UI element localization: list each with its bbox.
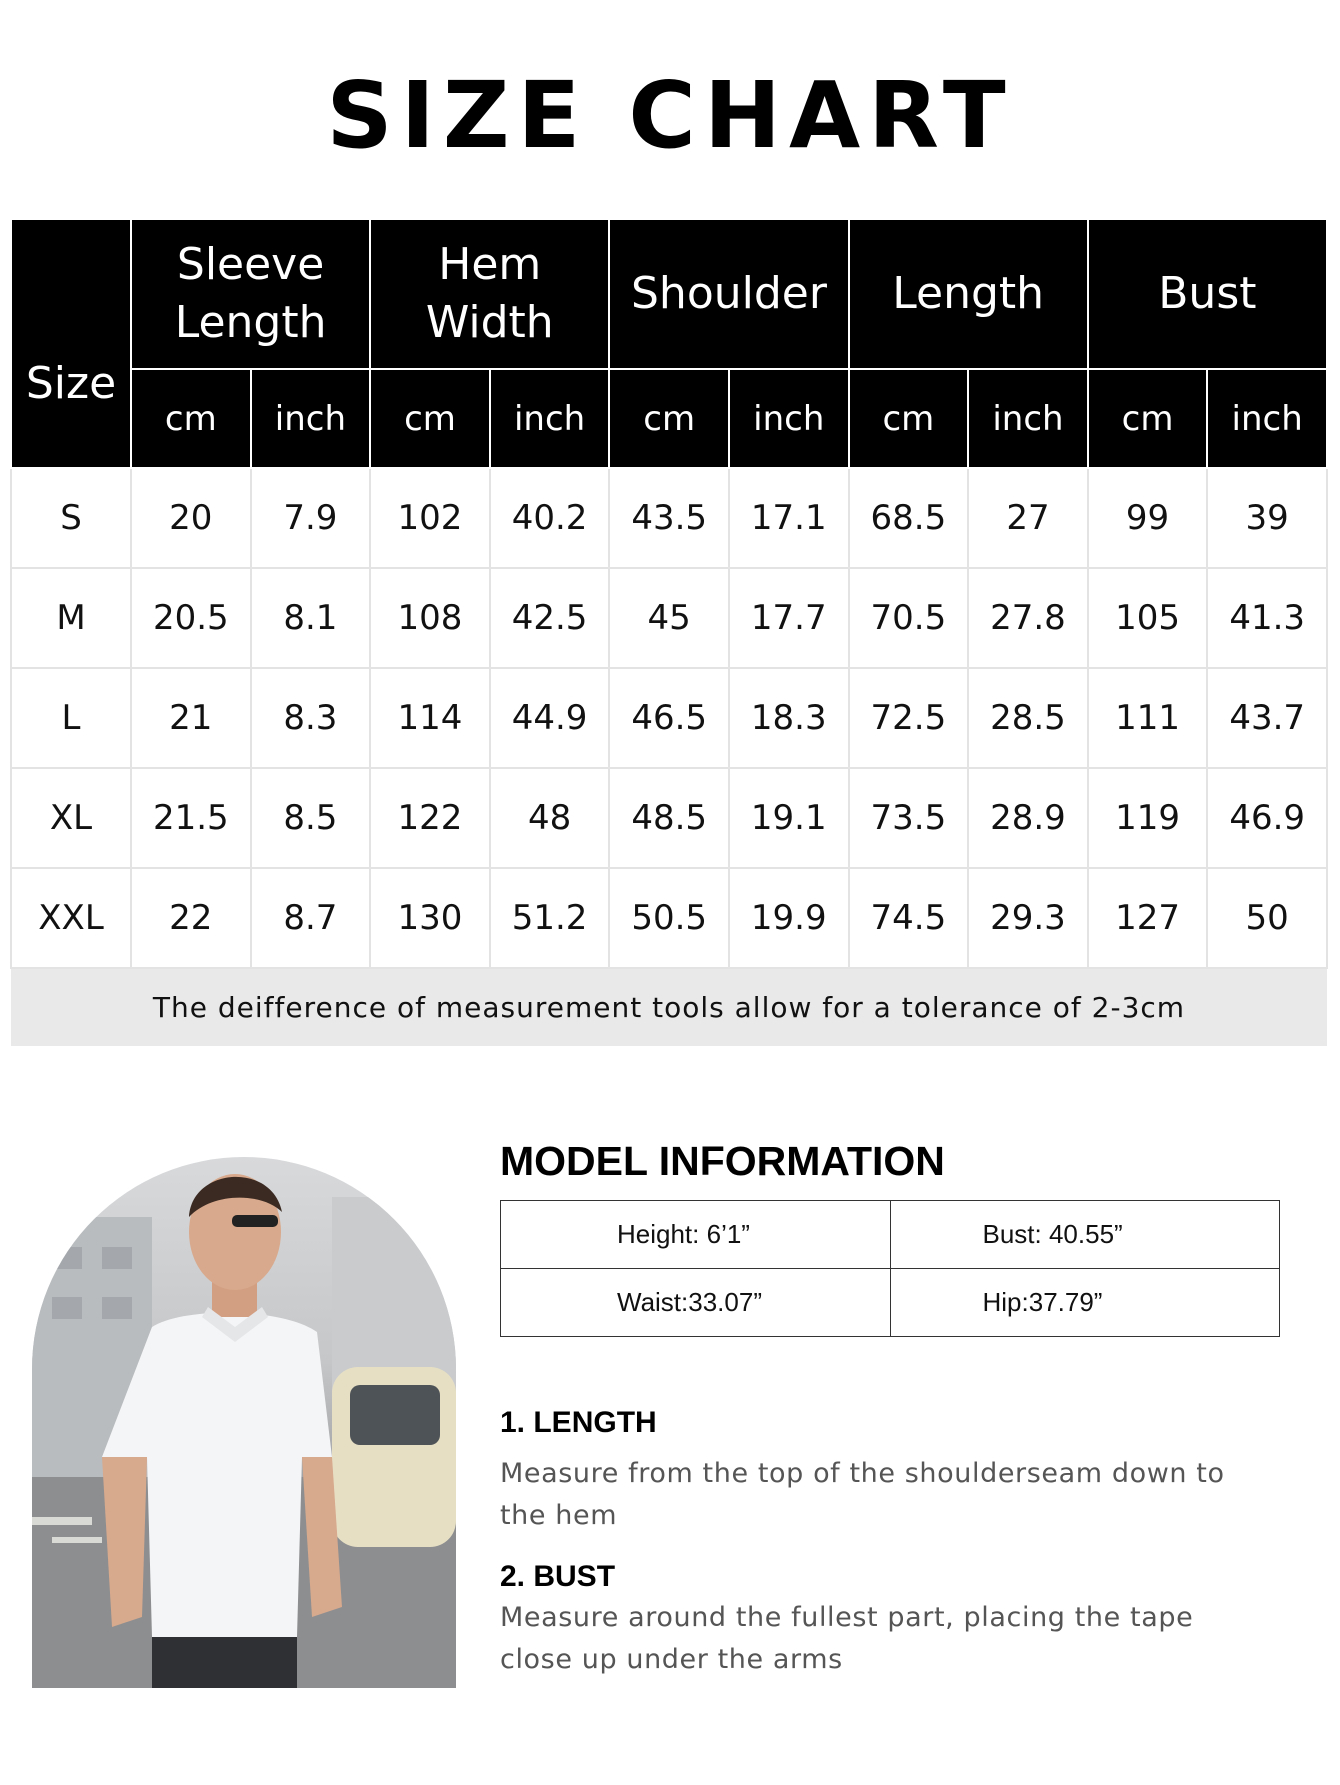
measurement-cell: 27 xyxy=(968,468,1088,568)
size-cell: L xyxy=(11,668,131,768)
measurement-cell: 8.1 xyxy=(251,568,371,668)
measurement-cell: 40.2 xyxy=(490,468,610,568)
unit-header-inch: inch xyxy=(251,369,371,468)
measurement-cell: 74.5 xyxy=(849,868,969,968)
measurement-cell: 73.5 xyxy=(849,768,969,868)
measurement-cell: 8.7 xyxy=(251,868,371,968)
table-row xyxy=(11,868,1327,968)
measurement-cell: 105 xyxy=(1088,568,1208,668)
unit-header-cm: cm xyxy=(609,369,729,468)
measurement-cell: 8.3 xyxy=(251,668,371,768)
measurement-cell: 28.5 xyxy=(968,668,1088,768)
model-height: Height: 6’1” xyxy=(501,1201,891,1269)
measurement-cell: 50.5 xyxy=(609,868,729,968)
measurement-cell: 20 xyxy=(131,468,251,568)
size-cell: M xyxy=(11,568,131,668)
measurement-cell: 72.5 xyxy=(849,668,969,768)
measurement-cell: 127 xyxy=(1088,868,1208,968)
bust-instruction-title: 2. BUST xyxy=(500,1560,616,1593)
measurement-cell: 99 xyxy=(1088,468,1208,568)
measurement-cell: 41.3 xyxy=(1207,568,1327,668)
length-instruction-title: 1. LENGTH xyxy=(500,1406,657,1439)
model-photo xyxy=(32,1157,456,1688)
model-bust: Bust: 40.55” xyxy=(890,1201,1280,1269)
measurement-cell: 102 xyxy=(370,468,490,568)
unit-header-cm: cm xyxy=(131,369,251,468)
measurement-cell: 122 xyxy=(370,768,490,868)
measurement-cell: 27.8 xyxy=(968,568,1088,668)
measurement-cell: 130 xyxy=(370,868,490,968)
model-hip: Hip:37.79” xyxy=(890,1269,1280,1337)
measurement-cell: 43.5 xyxy=(609,468,729,568)
unit-header-inch: inch xyxy=(1207,369,1327,468)
unit-header-cm: cm xyxy=(370,369,490,468)
group-header-hem-width: Hem Width xyxy=(370,219,609,369)
measurement-cell: 44.9 xyxy=(490,668,610,768)
measurement-cell: 70.5 xyxy=(849,568,969,668)
measurement-cell: 45 xyxy=(609,568,729,668)
measurement-cell: 114 xyxy=(370,668,490,768)
measurement-cell: 68.5 xyxy=(849,468,969,568)
measurement-cell: 28.9 xyxy=(968,768,1088,868)
table-row xyxy=(11,568,1327,668)
group-header-shoulder: Shoulder xyxy=(609,219,848,369)
model-illustration xyxy=(32,1157,456,1688)
table-row xyxy=(11,468,1327,568)
measurement-cell: 42.5 xyxy=(490,568,610,668)
model-info-table xyxy=(500,1200,1280,1337)
measurement-cell: 108 xyxy=(370,568,490,668)
group-header-length: Length xyxy=(849,219,1088,369)
measurement-cell: 46.5 xyxy=(609,668,729,768)
group-header-bust: Bust xyxy=(1088,219,1327,369)
tolerance-note: The deifference of measurement tools allow for a tolerance of 2-3cm xyxy=(11,968,1327,1046)
measurement-cell: 21.5 xyxy=(131,768,251,868)
group-header-sleeve-length: Sleeve Length xyxy=(131,219,370,369)
measurement-cell: 22 xyxy=(131,868,251,968)
measurement-cell: 39 xyxy=(1207,468,1327,568)
measurement-cell: 50 xyxy=(1207,868,1327,968)
unit-header-cm: cm xyxy=(849,369,969,468)
measurement-cell: 21 xyxy=(131,668,251,768)
table-row xyxy=(11,768,1327,868)
measurement-cell: 46.9 xyxy=(1207,768,1327,868)
measurement-cell: 48 xyxy=(490,768,610,868)
table-row xyxy=(11,668,1327,768)
size-cell: S xyxy=(11,468,131,568)
bust-instruction-text: Measure around the fullest part, placing the tape close up under the arms xyxy=(500,1602,1194,1675)
measurement-cell: 7.9 xyxy=(251,468,371,568)
measurement-cell: 8.5 xyxy=(251,768,371,868)
measurement-cell: 19.1 xyxy=(729,768,849,868)
length-instruction-text: Measure from the top of the shoulderseam down to the hem xyxy=(500,1458,1225,1531)
measurement-cell: 48.5 xyxy=(609,768,729,868)
measurement-cell: 43.7 xyxy=(1207,668,1327,768)
page-title: SIZE CHART xyxy=(326,62,1014,169)
measurement-cell: 17.1 xyxy=(729,468,849,568)
model-info-title: MODEL INFORMATION xyxy=(500,1138,945,1184)
measurement-cell: 111 xyxy=(1088,668,1208,768)
model-waist: Waist:33.07” xyxy=(501,1269,891,1337)
measurement-cell: 119 xyxy=(1088,768,1208,868)
measurement-cell: 20.5 xyxy=(131,568,251,668)
size-chart-table xyxy=(10,218,1328,1046)
unit-header-inch: inch xyxy=(968,369,1088,468)
unit-header-inch: inch xyxy=(729,369,849,468)
unit-header-inch: inch xyxy=(490,369,610,468)
size-cell: XXL xyxy=(11,868,131,968)
unit-header-cm: cm xyxy=(1088,369,1208,468)
measurement-cell: 18.3 xyxy=(729,668,849,768)
measurement-cell: 19.9 xyxy=(729,868,849,968)
measurement-cell: 29.3 xyxy=(968,868,1088,968)
measurement-cell: 17.7 xyxy=(729,568,849,668)
size-column-header: Size xyxy=(11,219,131,468)
measurement-cell: 51.2 xyxy=(490,868,610,968)
size-cell: XL xyxy=(11,768,131,868)
